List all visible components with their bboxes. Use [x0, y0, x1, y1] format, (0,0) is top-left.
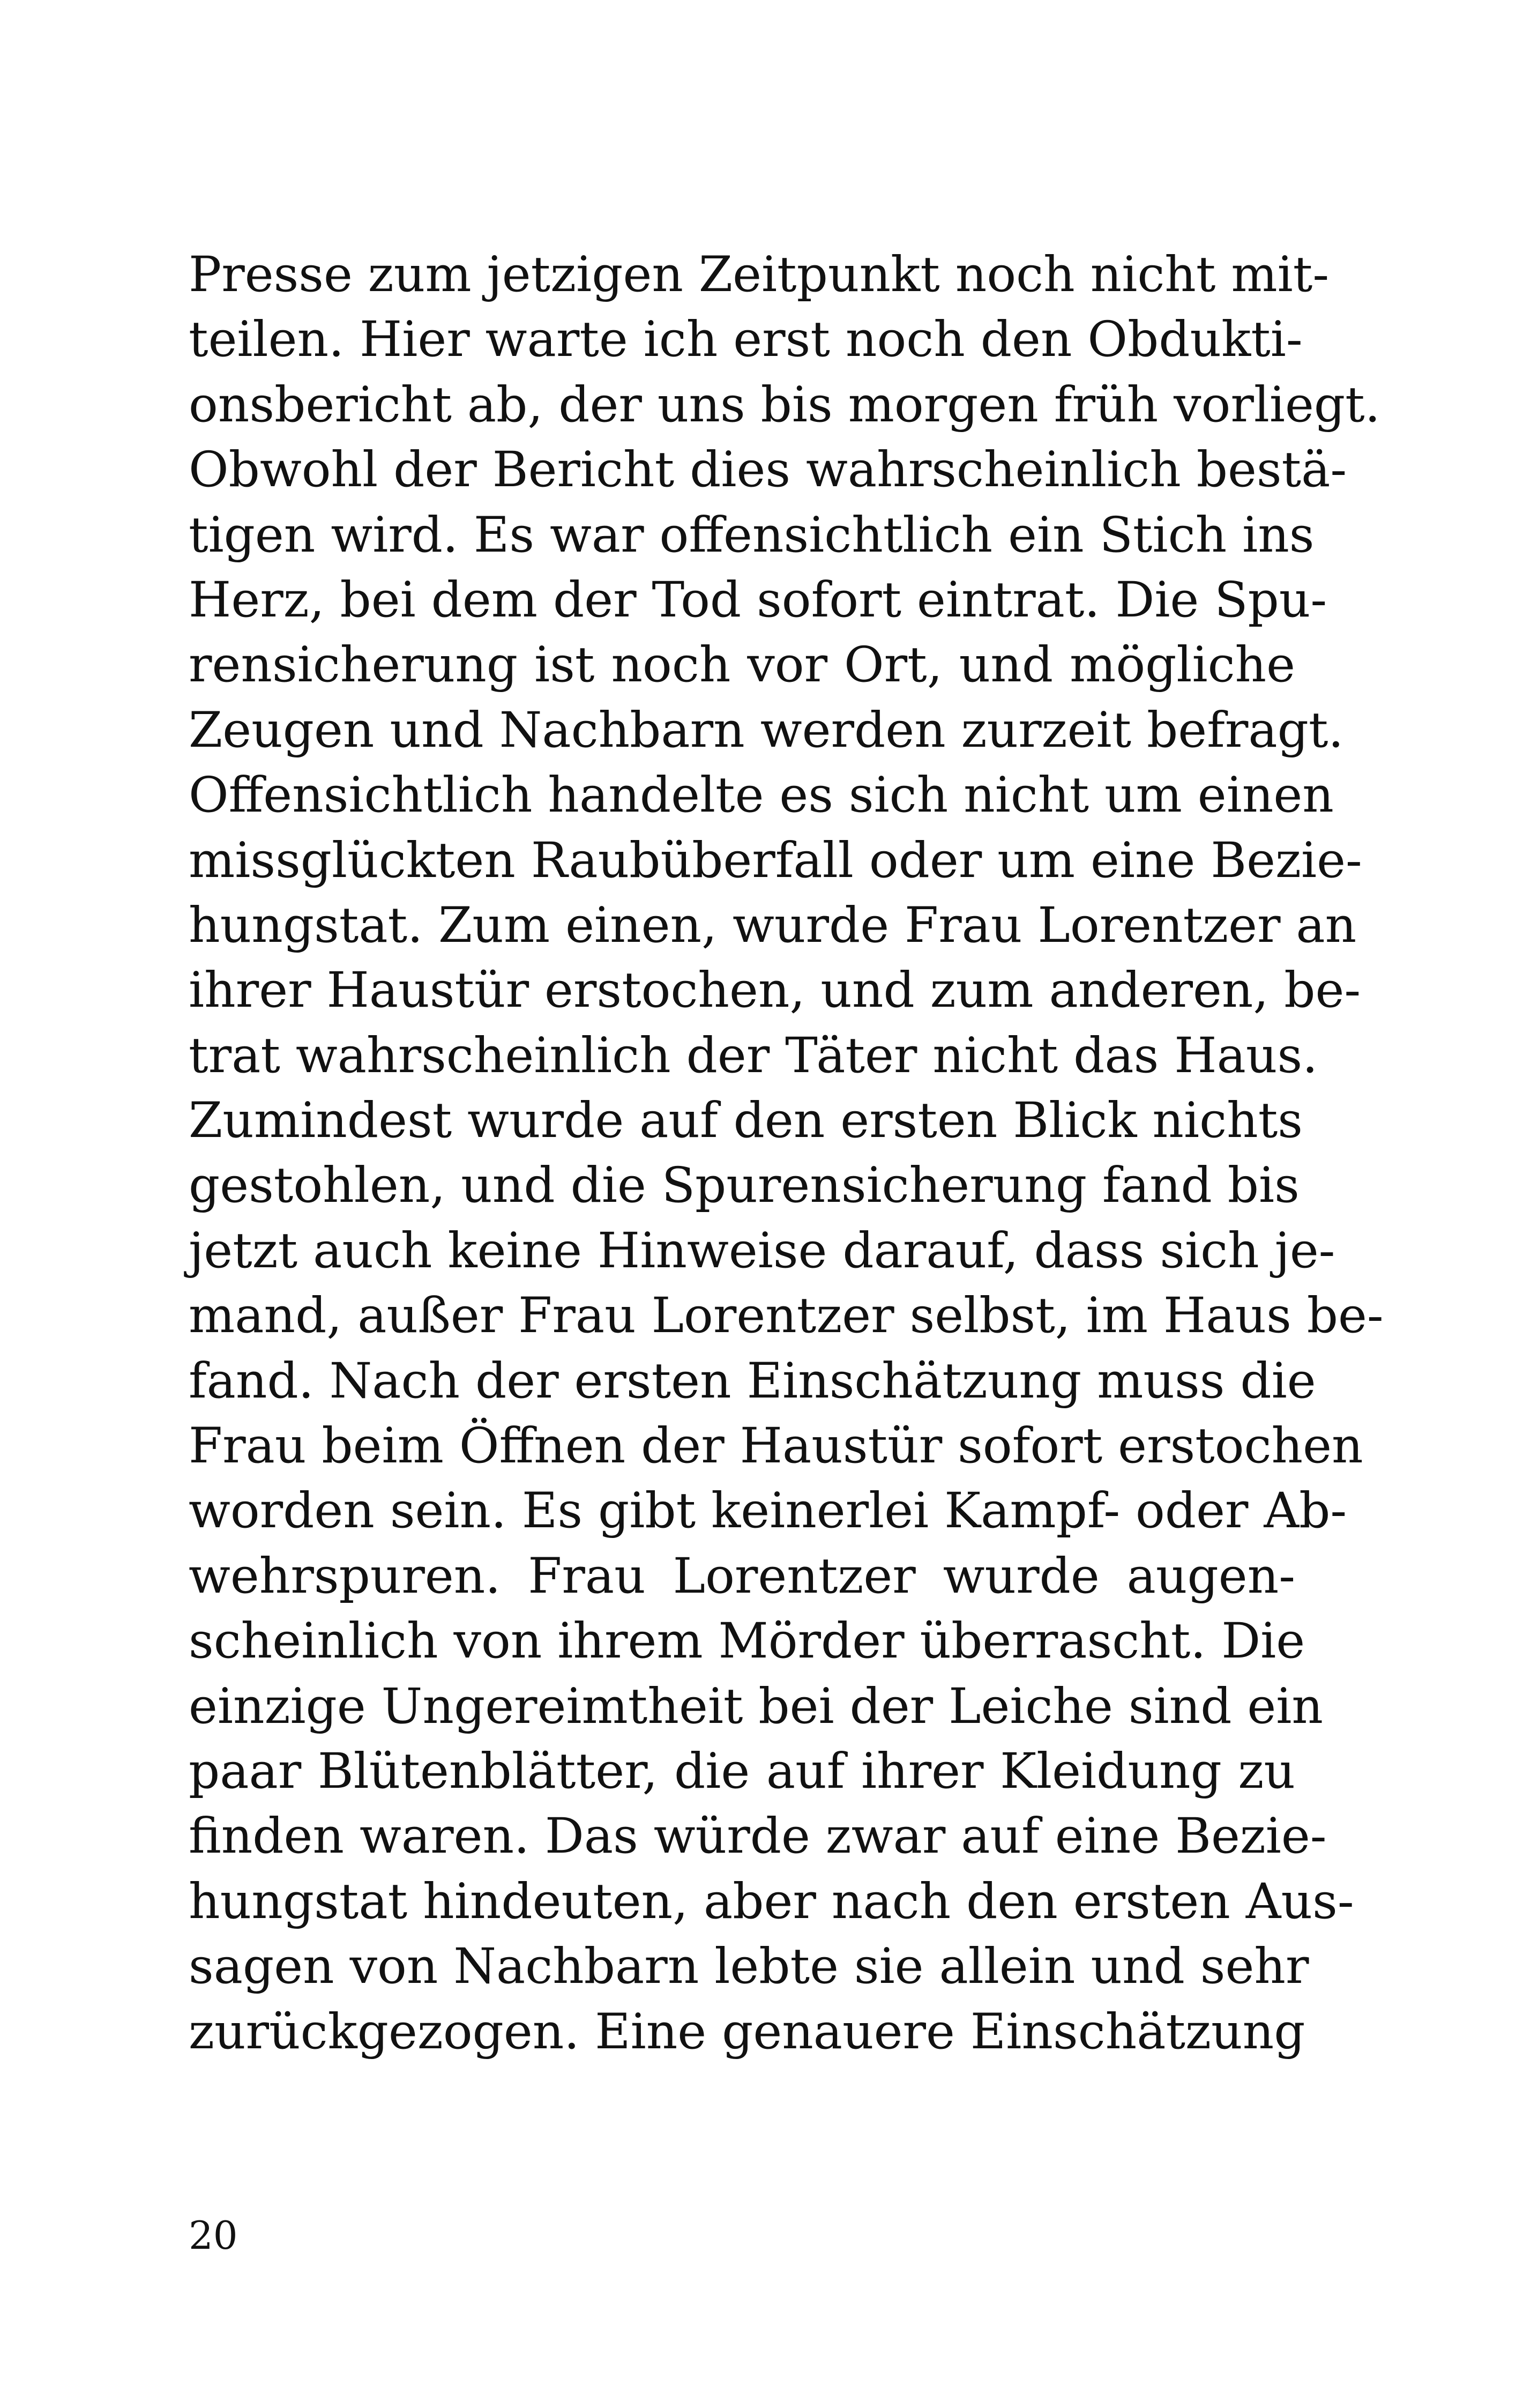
text-line: mand, außer Frau Lorentzer selbst, im Haus be-	[189, 1288, 1384, 1344]
page-number: 20	[189, 2213, 238, 2258]
text-line: rensicherung ist noch vor Ort, und mögliche	[189, 637, 1295, 694]
text-line: Zumindest wurde auf den ersten Blick nichts	[189, 1092, 1303, 1149]
text-line: Offensichtlich handelte es sich nicht um einen	[189, 767, 1334, 824]
body-text	[189, 242, 1384, 2064]
text-line: teilen. Hier warte ich erst noch den Obdukti-	[189, 311, 1303, 368]
text-line: Zeugen und Nachbarn werden zurzeit befragt.	[189, 702, 1344, 759]
text-line: missglückten Raubüberfall oder um eine Bezie-	[189, 832, 1362, 889]
text-line: paar Blütenblätter, die auf ihrer Kleidung zu	[189, 1743, 1295, 1800]
text-line: hungstat hindeuten, aber nach den ersten Aus-	[189, 1873, 1354, 1930]
text-line: fand. Nach der ersten Einschätzung muss die	[189, 1352, 1316, 1409]
text-line: trat wahrscheinlich der Täter nicht das Haus.	[189, 1027, 1318, 1084]
text-line: tigen wird. Es war offensichtlich ein Stich ins	[189, 507, 1315, 563]
text-line: sagen von Nachbarn lebte sie allein und sehr	[189, 1938, 1309, 1995]
text-line: onsbericht ab, der uns bis morgen früh vorliegt.	[189, 376, 1380, 433]
text-line: wehrspuren. Frau Lorentzer wurde augen-	[189, 1548, 1295, 1604]
text-line: zurückgezogen. Eine genauere Einschätzung	[189, 2003, 1305, 2060]
text-line: worden sein. Es gibt keinerlei Kampf- oder Ab-	[189, 1483, 1347, 1540]
text-line: scheinlich von ihrem Mörder überrascht. Die	[189, 1613, 1305, 1670]
text-line: ihrer Haustür erstochen, und zum anderen, be-	[189, 962, 1361, 1019]
text-line: gestohlen, und die Spurensicherung fand bis	[189, 1157, 1300, 1214]
text-line: Presse zum jetzigen Zeitpunkt noch nicht mit-	[189, 247, 1330, 303]
text-line: hungstat. Zum einen, wurde Frau Lorentzer an	[189, 897, 1357, 954]
text-line: einzige Ungereimtheit bei der Leiche sind ein	[189, 1678, 1323, 1735]
text-line: finden waren. Das würde zwar auf eine Bezie-	[189, 1808, 1327, 1865]
text-line: Obwohl der Bericht dies wahrscheinlich bestä-	[189, 442, 1347, 499]
text-line: Frau beim Öffnen der Haustür sofort erstochen	[189, 1418, 1363, 1475]
text-line: jetzt auch keine Hinweise darauf, dass sich je-	[189, 1222, 1335, 1279]
text-line: Herz, bei dem der Tod sofort eintrat. Die Spu-	[189, 571, 1327, 628]
